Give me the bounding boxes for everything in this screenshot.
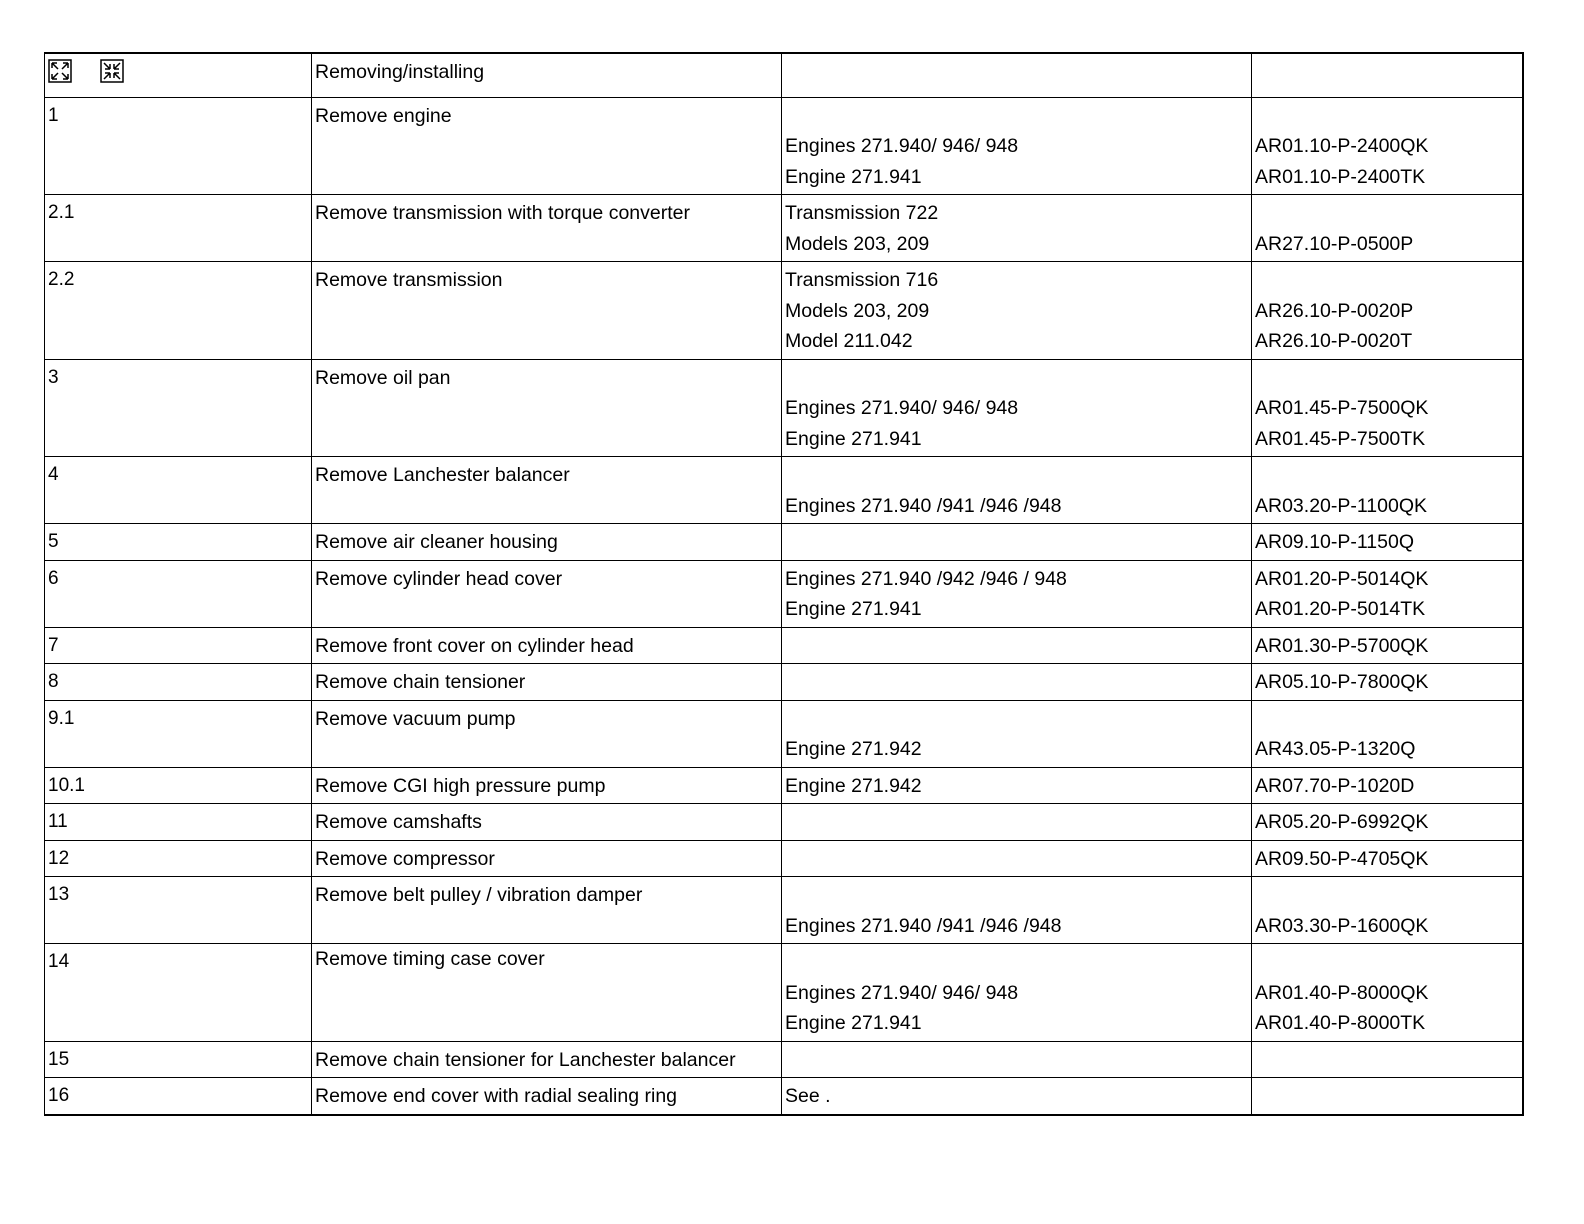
table-row xyxy=(45,262,1523,360)
header-conditions-cell xyxy=(782,53,1252,97)
references-cell xyxy=(1252,359,1523,457)
header-references-cell xyxy=(1252,53,1523,97)
document-reference-link[interactable]: AR01.10-P-2400QK xyxy=(1255,135,1429,157)
condition-line: Engine 271.941 xyxy=(785,427,922,450)
collapse-view-icon[interactable] xyxy=(100,59,124,83)
conditions-cell xyxy=(782,840,1252,877)
conditions-cell xyxy=(782,457,1252,524)
condition-line: Transmission 716 xyxy=(785,269,939,291)
header-row xyxy=(45,53,1523,97)
step-number: 2.2 xyxy=(45,262,312,360)
condition-line: Engines 271.940 /941 /946 /948 xyxy=(785,494,1062,517)
operation-text: Remove transmission with torque converter xyxy=(312,195,782,262)
operation-text: Remove oil pan xyxy=(312,359,782,457)
condition-line xyxy=(785,844,1246,875)
document-reference-link[interactable] xyxy=(1255,1081,1517,1112)
condition-line: See . xyxy=(785,1085,831,1107)
conditions-cell xyxy=(782,560,1252,627)
conditions-cell xyxy=(782,262,1252,360)
document-reference-link[interactable]: AR01.10-P-2400TK xyxy=(1255,165,1426,188)
operation-text: Remove end cover with radial sealing ring xyxy=(312,1078,782,1115)
expand-view-icon[interactable] xyxy=(48,59,72,83)
document-reference-link[interactable]: AR09.50-P-4705QK xyxy=(1255,847,1429,870)
table-row xyxy=(45,804,1523,841)
conditions-cell xyxy=(782,804,1252,841)
step-number: 4 xyxy=(45,457,312,524)
document-reference-link[interactable]: AR01.45-P-7500QK xyxy=(1255,397,1429,419)
references-cell xyxy=(1252,262,1523,360)
references-cell xyxy=(1252,560,1523,627)
operation-text: Remove engine xyxy=(312,97,782,195)
condition-line xyxy=(785,631,1246,662)
condition-line: Engines 271.940 /942 /946 / 948 xyxy=(785,567,1067,590)
conditions-cell xyxy=(782,700,1252,767)
table-row xyxy=(45,944,1523,1042)
step-number: 1 xyxy=(45,97,312,195)
operation-text: Remove cylinder head cover xyxy=(312,560,782,627)
conditions-cell xyxy=(782,359,1252,457)
table-row xyxy=(45,524,1523,561)
step-number: 7 xyxy=(45,627,312,664)
condition-line: Engine 271.941 xyxy=(785,165,922,188)
table-row xyxy=(45,457,1523,524)
condition-line: Models 203, 209 xyxy=(785,232,930,255)
operation-text: Remove air cleaner housing xyxy=(312,524,782,561)
operation-text: Remove vacuum pump xyxy=(312,700,782,767)
step-number: 5 xyxy=(45,524,312,561)
condition-line: Engine 271.941 xyxy=(785,1012,922,1034)
document-reference-link[interactable]: AR07.70-P-1020D xyxy=(1255,774,1415,797)
table-row xyxy=(45,1041,1523,1078)
document-reference-link[interactable] xyxy=(1255,265,1517,296)
operation-text: Remove camshafts xyxy=(312,804,782,841)
condition-line: Models 203, 209 xyxy=(785,299,930,322)
document-reference-link[interactable] xyxy=(1255,198,1517,229)
step-number: 2.1 xyxy=(45,195,312,262)
condition-line: Engines 271.940 /941 /946 /948 xyxy=(785,914,1062,937)
step-number: 8 xyxy=(45,664,312,701)
condition-line: Engine 271.942 xyxy=(785,774,922,797)
table-row xyxy=(45,195,1523,262)
document-reference-link[interactable]: AR01.20-P-5014QK xyxy=(1255,567,1429,590)
conditions-cell xyxy=(782,195,1252,262)
step-number: 6 xyxy=(45,560,312,627)
references-cell xyxy=(1252,97,1523,195)
condition-line xyxy=(785,527,1246,558)
references-cell xyxy=(1252,524,1523,561)
references-cell xyxy=(1252,840,1523,877)
operation-text: Remove chain tensioner xyxy=(312,664,782,701)
step-number: 15 xyxy=(45,1041,312,1078)
operation-text: Remove chain tensioner for Lanchester balancer xyxy=(312,1041,782,1078)
document-reference-link[interactable]: AR01.40-P-8000TK xyxy=(1255,1012,1426,1034)
conditions-cell xyxy=(782,524,1252,561)
document-reference-link[interactable]: AR01.45-P-7500TK xyxy=(1255,427,1426,450)
table-row xyxy=(45,767,1523,804)
condition-line xyxy=(785,807,1246,838)
references-cell xyxy=(1252,944,1523,1042)
document-reference-link[interactable]: AR43.05-P-1320Q xyxy=(1255,738,1416,760)
references-cell xyxy=(1252,767,1523,804)
step-number: 12 xyxy=(45,840,312,877)
condition-line: Engines 271.940/ 946/ 948 xyxy=(785,135,1019,157)
document-reference-link[interactable]: AR01.40-P-8000QK xyxy=(1255,981,1429,1004)
conditions-cell xyxy=(782,627,1252,664)
step-number: 3 xyxy=(45,359,312,457)
condition-line: Model 211.042 xyxy=(785,330,913,352)
references-cell xyxy=(1252,627,1523,664)
operation-text: Remove timing case cover xyxy=(312,944,782,1042)
table-row xyxy=(45,560,1523,627)
step-number: 13 xyxy=(45,877,312,944)
step-number: 16 xyxy=(45,1078,312,1115)
table-row xyxy=(45,97,1523,195)
condition-line: Engine 271.941 xyxy=(785,598,922,620)
operation-text: Remove front cover on cylinder head xyxy=(312,627,782,664)
header-title: Removing/installing xyxy=(312,53,782,97)
table-row xyxy=(45,700,1523,767)
conditions-cell xyxy=(782,97,1252,195)
document-reference-link[interactable]: AR27.10-P-0500P xyxy=(1255,232,1414,255)
conditions-cell xyxy=(782,1078,1252,1115)
condition-line: Engines 271.940/ 946/ 948 xyxy=(785,981,1019,1004)
document-reference-link[interactable]: AR05.10-P-7800QK xyxy=(1255,671,1429,693)
condition-line: Engines 271.940/ 946/ 948 xyxy=(785,397,1019,419)
condition-line: Engine 271.942 xyxy=(785,738,922,760)
references-cell xyxy=(1252,195,1523,262)
step-number: 14 xyxy=(45,944,312,1042)
table-row xyxy=(45,627,1523,664)
references-cell xyxy=(1252,1041,1523,1078)
table-row xyxy=(45,664,1523,701)
conditions-cell xyxy=(782,877,1252,944)
operation-text: Remove compressor xyxy=(312,840,782,877)
document-reference-link[interactable]: AR26.10-P-0020P xyxy=(1255,299,1414,322)
table-row xyxy=(45,877,1523,944)
condition-line xyxy=(785,667,1246,698)
document-reference-link[interactable]: AR01.20-P-5014TK xyxy=(1255,598,1426,620)
condition-line: Transmission 722 xyxy=(785,202,939,224)
header-icons-cell xyxy=(45,53,312,97)
conditions-cell xyxy=(782,1041,1252,1078)
document-reference-link[interactable]: AR09.10-P-1150Q xyxy=(1255,531,1414,553)
document-reference-link[interactable]: AR05.20-P-6992QK xyxy=(1255,811,1429,833)
references-cell xyxy=(1252,1078,1523,1115)
document-reference-link[interactable]: AR26.10-P-0020T xyxy=(1255,330,1413,352)
step-number: 10.1 xyxy=(45,767,312,804)
conditions-cell xyxy=(782,767,1252,804)
table-row xyxy=(45,1078,1523,1115)
conditions-cell xyxy=(782,944,1252,1042)
operation-text: Remove transmission xyxy=(312,262,782,360)
references-cell xyxy=(1252,664,1523,701)
document-reference-link[interactable]: AR01.30-P-5700QK xyxy=(1255,634,1429,657)
step-number: 9.1 xyxy=(45,700,312,767)
table-row xyxy=(45,840,1523,877)
references-cell xyxy=(1252,877,1523,944)
step-number: 11 xyxy=(45,804,312,841)
conditions-cell xyxy=(782,664,1252,701)
procedure-table xyxy=(44,52,1524,1116)
table-row xyxy=(45,359,1523,457)
operation-text: Remove Lanchester balancer xyxy=(312,457,782,524)
references-cell xyxy=(1252,700,1523,767)
references-cell xyxy=(1252,457,1523,524)
operation-text: Remove CGI high pressure pump xyxy=(312,767,782,804)
operation-text: Remove belt pulley / vibration damper xyxy=(312,877,782,944)
references-cell xyxy=(1252,804,1523,841)
document-reference-link[interactable]: AR03.30-P-1600QK xyxy=(1255,914,1429,937)
document-reference-link[interactable]: AR03.20-P-1100QK xyxy=(1255,494,1427,517)
